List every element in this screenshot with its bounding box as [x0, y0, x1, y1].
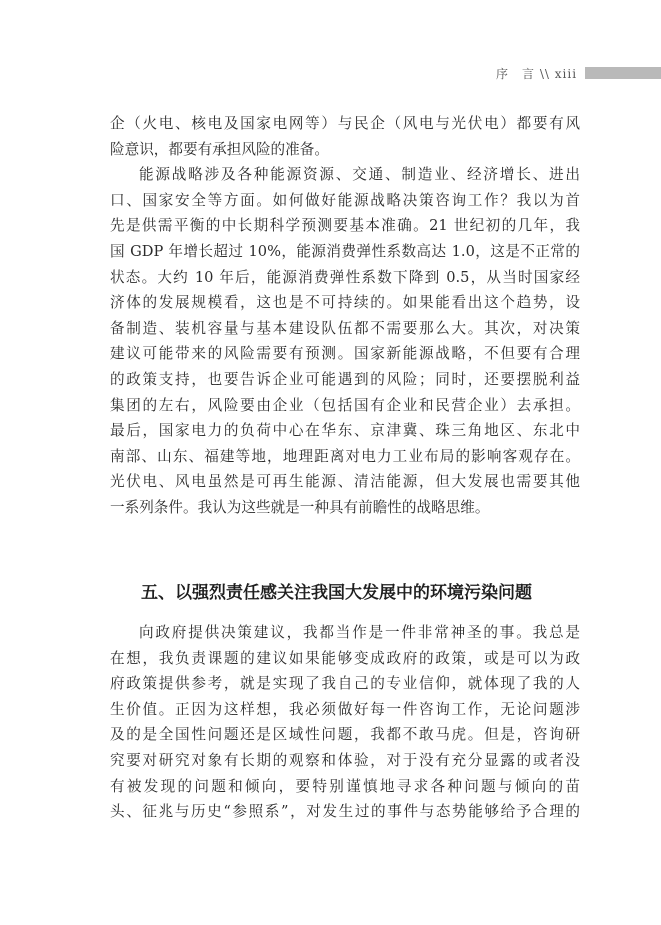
- text-line: 究要对研究对象有长期的观察和体验，对于没有充分显露的或者没: [110, 751, 580, 769]
- text-line: 状态。大约 10 年后，能源消费弹性系数下降到 0.5，从当时国家经: [110, 268, 580, 286]
- text-line: 有被发现的问题和倾向，要特别谨慎地寻求各种问题与倾向的苗: [110, 777, 580, 795]
- text-line: 南部、山东、福建等地，地理距离对电力工业布局的影响客观存在。: [110, 447, 580, 465]
- text-line: 济体的发展规模看，这也是不可持续的。如果能看出这个趋势，设: [110, 294, 580, 312]
- text-line: 的政策支持，也要告诉企业可能遇到的风险；同时，还要摆脱利益: [110, 370, 580, 388]
- text-line: 府政策提供参考，就是实现了我自己的专业信仰，就体现了我的人: [110, 675, 580, 693]
- text-line: 建议可能带来的风险需要有预测。国家新能源战略，不但要有合理: [110, 345, 580, 363]
- text-line: 集团的左右，风险要由企业（包括国有企业和民营企业）去承担。: [110, 396, 580, 414]
- text-line: 口、国家安全等方面。如何做好能源战略决策咨询工作？我以为首: [110, 191, 580, 209]
- text-line: 生价值。正因为这样想，我必须做好每一件咨询工作，无论问题涉: [110, 700, 580, 718]
- header-text: [496, 66, 577, 82]
- section-heading: 五、以强烈责任感关注我国大发展中的环境污染问题: [141, 583, 532, 603]
- body-text-top: [110, 111, 580, 521]
- text-line: 先是供需平衡的中长期科学预测要基本准确。21 世纪初的几年，我: [110, 217, 580, 235]
- body-text-bottom: [110, 620, 580, 825]
- text-line: 向政府提供决策建议，我都当作是一件非常神圣的事。我总是: [139, 624, 580, 641]
- text-line: 在想，我负责课题的建议如果能够变成政府的政策，或是可以为政: [110, 649, 580, 667]
- header-title: 序 言: [496, 67, 536, 81]
- header-bar: [585, 67, 661, 79]
- text-line: 险意识，都要有承担风险的准备。: [110, 140, 329, 158]
- text-line: 备制造、装机容量与基本建设队伍都不需要那么大。其次，对决策: [110, 319, 580, 337]
- text-line: 企（火电、核电及国家电网等）与民企（风电与光伏电）都要有风: [110, 115, 580, 132]
- text-line: 一系列条件。我认为这些就是一种具有前瞻性的战略思维。: [110, 498, 490, 516]
- header-separator: \\: [539, 67, 550, 81]
- page-number: xiii: [554, 67, 578, 81]
- text-line: 光伏电、风电虽然是可再生能源、清洁能源，但大发展也需要其他: [110, 473, 580, 491]
- running-header: [0, 66, 661, 82]
- text-line: 能源战略涉及各种能源资源、交通、制造业、经济增长、进出: [139, 166, 580, 184]
- text-line: 最后，国家电力的负荷中心在华东、京津冀、珠三角地区、东北中: [110, 422, 580, 440]
- text-line: 及的是全国性问题还是区域性问题，我都不敢马虎。但是，咨询研: [110, 726, 580, 744]
- text-line: 国 GDP 年增长超过 10%，能源消费弹性系数高达 1.0，这是不正常的: [110, 242, 580, 260]
- text-line: 头、征兆与历史“参照系”，对发生过的事件与态势能够给予合理的: [110, 803, 580, 821]
